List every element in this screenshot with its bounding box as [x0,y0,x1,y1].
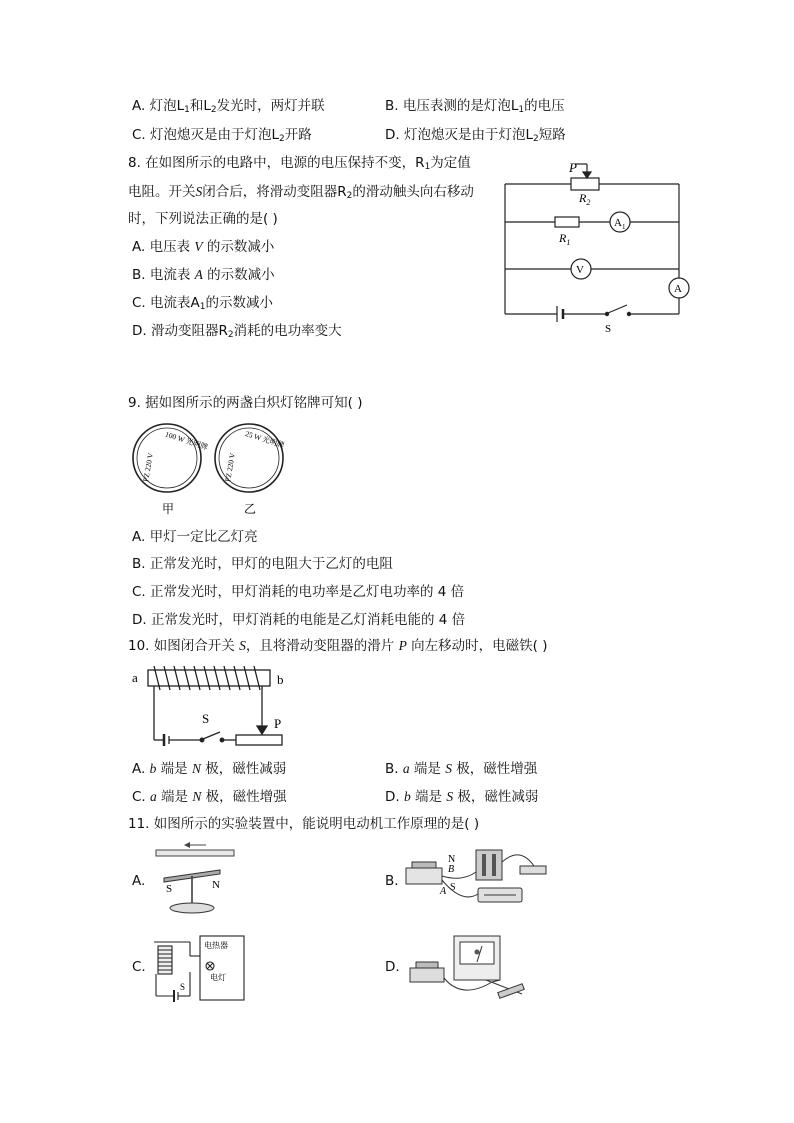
q10-option-d: D. b 端是 S 极，磁性减弱 [385,789,539,805]
q9-option-c: C. 正常发光时，甲灯消耗的电功率是乙灯电功率的 4 倍 [132,584,465,600]
q11-fig-b-s: S [450,882,456,893]
q10-option-c: C. a 端是 N 极，磁性增强 [132,789,287,805]
q8-label-r2: $R_2$ [579,191,591,207]
q10-label-p: P [274,716,282,731]
q8-label-r1: $R_1$ [559,231,571,247]
q9-stem: 9. 据如图所示的两盏白炽灯铭牌可知( ) [128,395,363,411]
q10-label-a: a [132,670,138,685]
q7-option-b: B. 电压表测的是灯泡$L_1$的电压 [385,98,565,115]
q7-option-a: A. 灯泡$L_1$和$L_2$发光时，两灯并联 [132,98,325,115]
q9-yi-caption: 乙 [244,502,257,516]
q7-option-c: C. 灯泡熄灭是由于灯泡$L_2$开路 [132,127,312,144]
q10-electromagnet-diagram [128,662,298,752]
q9-option-b: B. 正常发光时，甲灯的电阻大于乙灯的电阻 [132,556,393,572]
q10-stem: 10. 如图闭合开关 S，且将滑动变阻器的滑片 P 向左移动时，电磁铁( ) [128,638,548,654]
q9-jia-top-text: 100 W 光明牌 [164,429,209,452]
q10-label-s: S [202,711,210,726]
q9-nameplate-yi [212,420,292,520]
q9-yi-top-text: 25 W 光明牌 [244,428,286,451]
q11-fig-d-generator [402,932,542,1004]
q8-option-a: A. 电压表 V 的示数减小 [132,239,275,255]
q8-stem-line3: 时，下列说法正确的是( ) [128,211,278,227]
q11-option-c-label: C. [132,959,146,975]
q9-nameplate-jia [130,420,210,520]
q11-fig-a-n: N [212,879,220,891]
q11-fig-b-a: A [440,886,447,897]
q10-label-b: b [277,672,284,687]
q11-fig-c-s: S [180,982,186,992]
q11-fig-c-relay [150,932,250,1004]
q8-label-a: A [674,283,682,295]
q7-option-d: D. 灯泡熄灭是由于灯泡$L_2$短路 [385,127,566,144]
q9-yi-left-text: PZ 220 V [223,452,238,483]
q8-circuit-diagram [495,158,695,338]
q8-label-s: S [605,323,612,335]
q11-fig-c-lamp: 电灯 [210,973,226,982]
q11-fig-c-device: 电热器 [204,941,228,950]
q9-option-a: A. 甲灯一定比乙灯亮 [132,529,258,545]
q8-label-a1: $A_1$ [614,217,626,231]
q9-option-d: D. 正常发光时，甲灯消耗的电能是乙灯消耗电能的 4 倍 [132,612,466,628]
q8-option-c: C. 电流表$A_1$的示数减小 [132,295,273,312]
q9-jia-caption: 甲 [162,502,175,516]
q8-label-p: P [569,160,577,175]
q8-label-v: V [576,264,584,276]
q11-option-b-label: B. [385,873,399,889]
q8-option-b: B. 电流表 A 的示数减小 [132,267,275,283]
q11-fig-b-n: N [448,854,456,865]
q11-fig-a-compass [150,842,240,922]
q11-stem: 11. 如图所示的实验装置中，能说明电动机工作原理的是( ) [128,816,480,832]
q11-fig-b-apparatus [402,842,552,912]
q9-jia-left-text: PZ 220 V [141,452,156,483]
q8-option-d: D. 滑动变阻器$R_2$消耗的电功率变大 [132,323,342,340]
q11-fig-b-b: B [448,864,455,875]
q8-stem-line1: 8. 在如图所示的电路中，电源的电压保持不变，$R_1$为定值 [128,155,471,172]
q11-fig-a-s: S [166,883,173,895]
q8-stem-line2: 电阻。开关S闭合后，将滑动变阻器$R_2$的滑动触头向右移动 [128,184,474,201]
q10-option-b: B. a 端是 S 极，磁性增强 [385,761,538,777]
q11-option-d-label: D. [385,959,400,975]
q11-option-a-label: A. [132,873,146,889]
q10-option-a: A. b 端是 N 极，磁性减弱 [132,761,287,777]
